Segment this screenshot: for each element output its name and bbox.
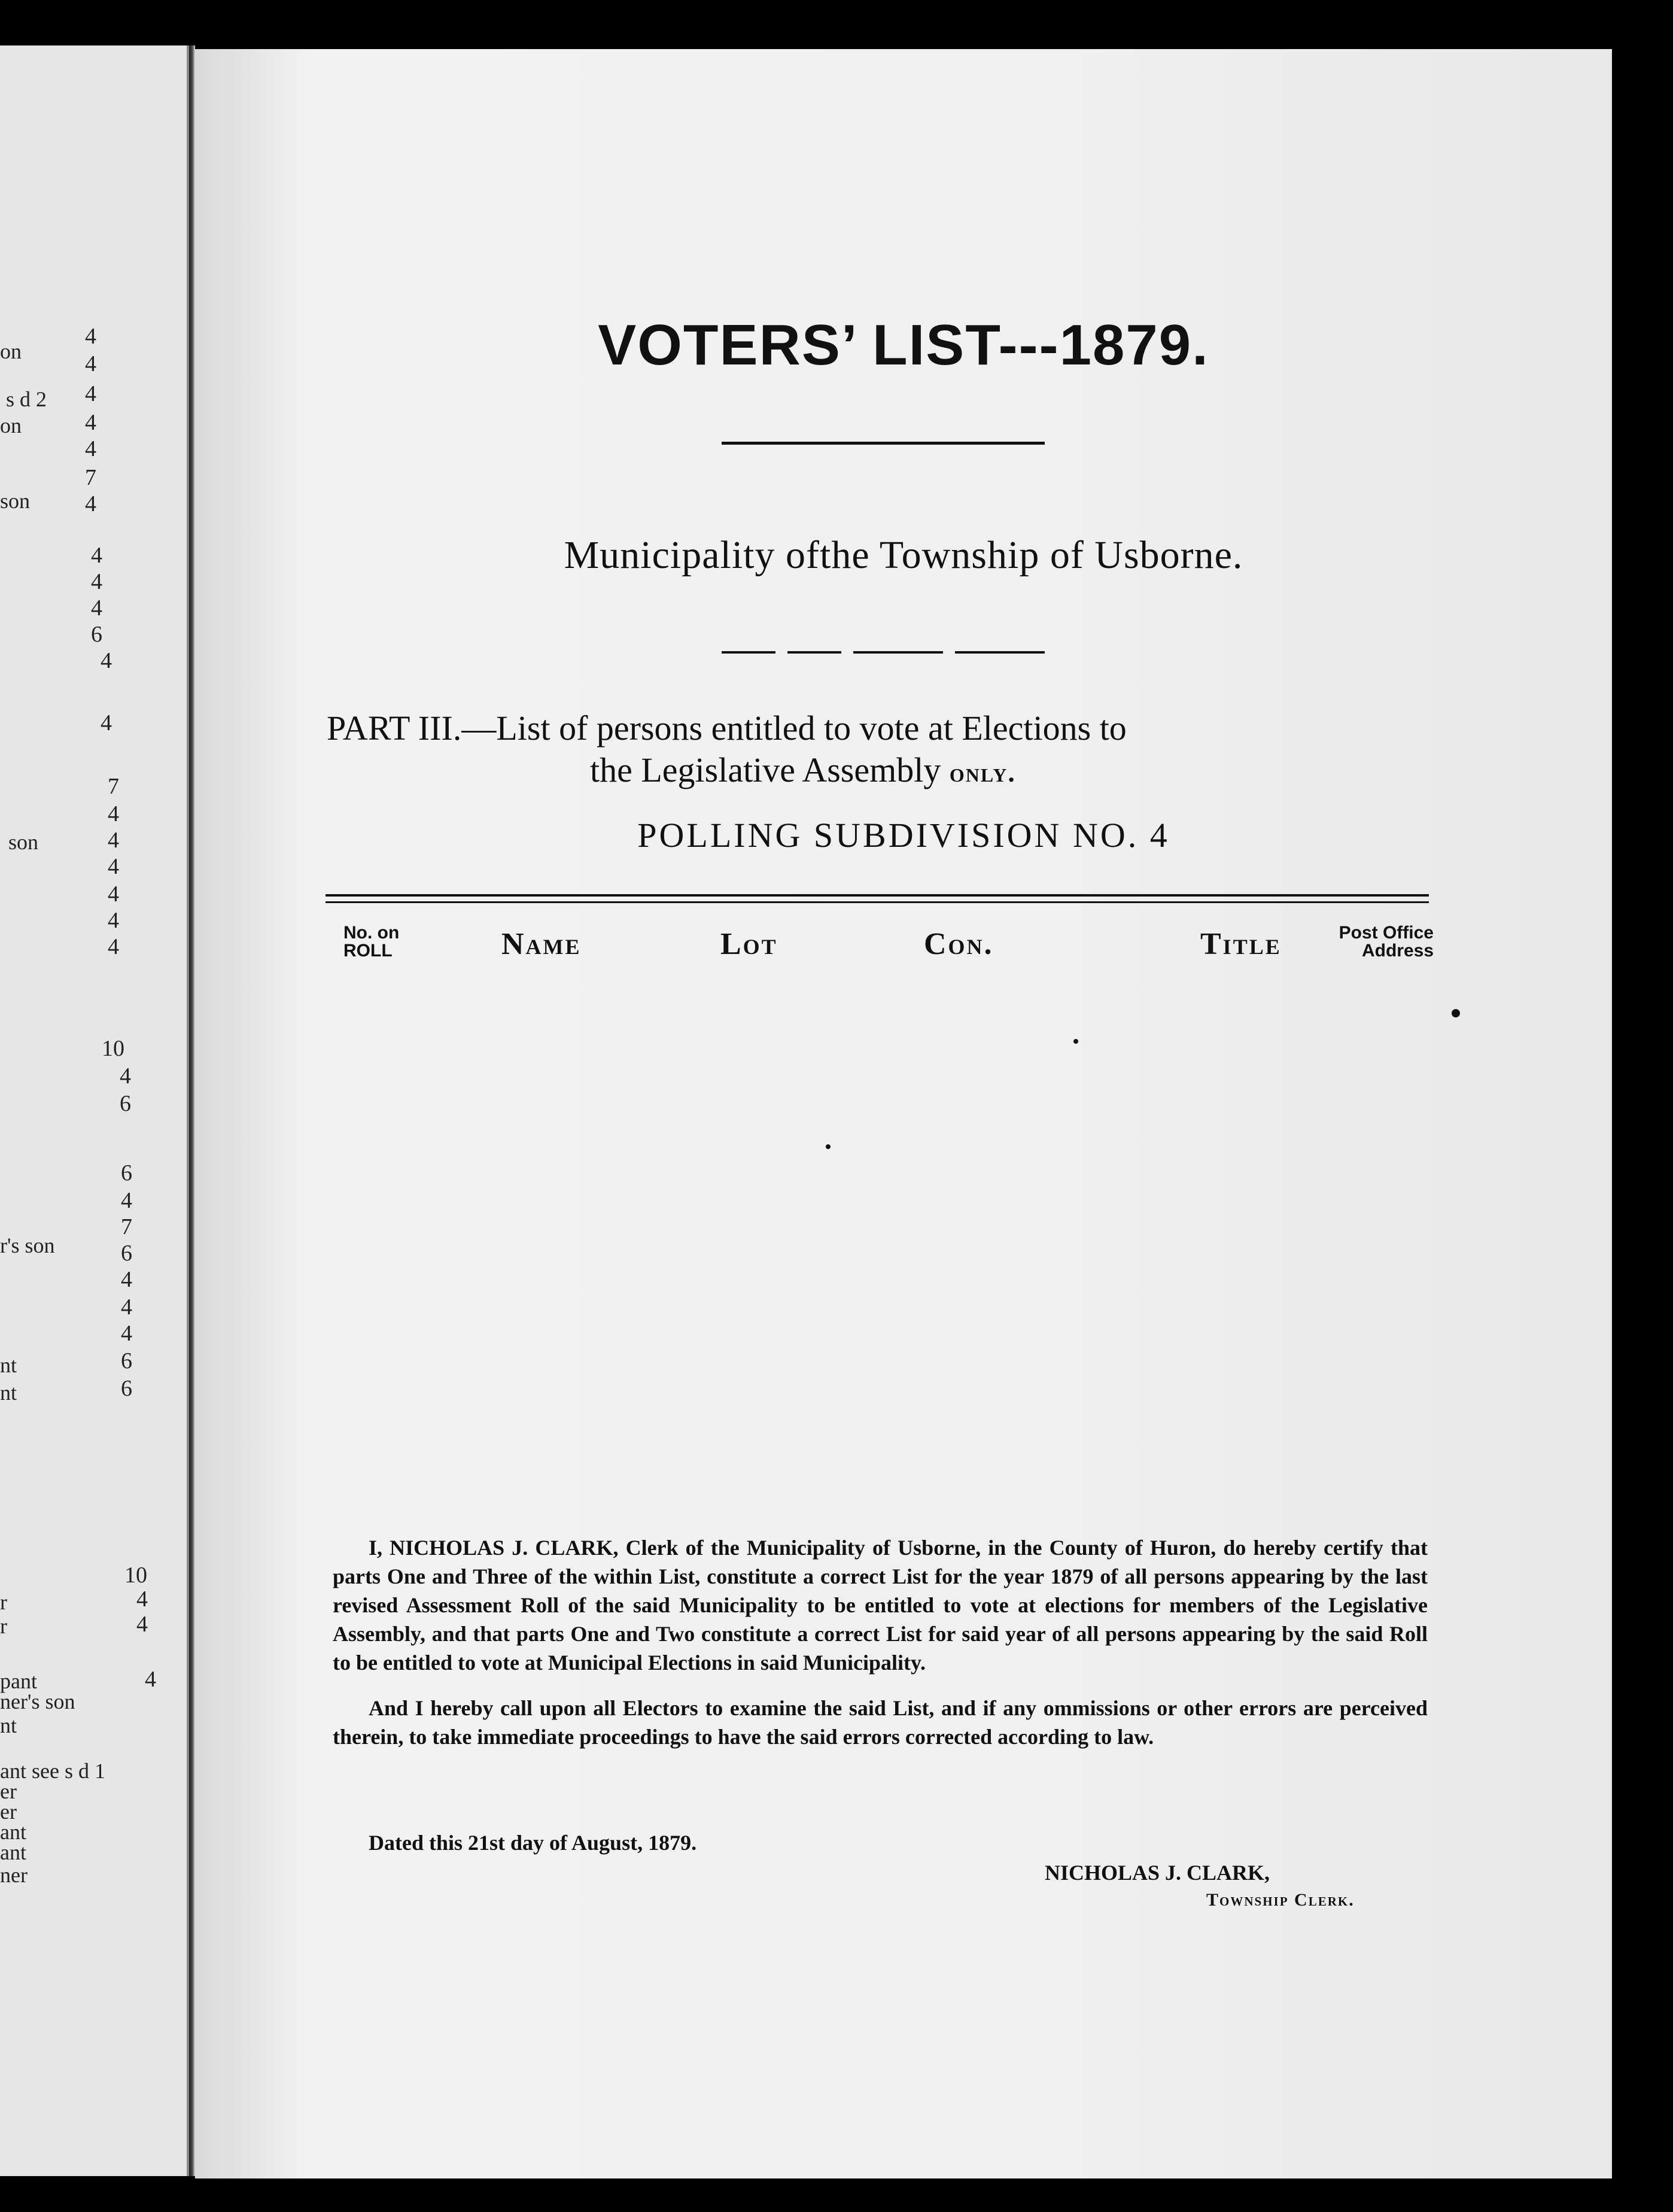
voters-list-sheet [195,49,1612,2178]
dashed-rule [955,651,1045,654]
left-number: 4 [121,1267,132,1292]
left-number: 4 [85,410,96,435]
left-number: 4 [91,543,102,568]
left-number: 10 [124,1563,147,1588]
left-number: 4 [85,491,96,516]
left-fragment: r's son [0,1233,55,1257]
left-fragment: nt [0,1713,17,1737]
left-fragment: ner's son [0,1690,75,1713]
left-fragment: on [0,339,22,363]
left-number: 4 [85,351,96,376]
column-headers [195,922,1612,993]
polling-subdivision: POLLING SUBDIVISION NO. 4 [637,816,1170,855]
left-page-strip [0,45,189,2176]
left-number: 6 [121,1376,132,1401]
left-fragment: son [0,489,31,513]
left-fragment: er [0,1800,17,1824]
clerk-title: Township Clerk. [1206,1890,1355,1910]
dashed-rule [722,651,775,654]
page-fold [189,45,195,2176]
left-fragment: nt [0,1381,17,1405]
left-fragment: ant see s d 1 [0,1759,105,1783]
left-number: 6 [121,1348,132,1374]
dashed-rule [853,651,943,654]
left-fragment: pant [0,1669,37,1693]
certificate-paragraph-1: I, NICHOLAS J. CLARK, Clerk of the Municipality of Usborne, in the County of Huron, do hereby certify that parts One and Three of the within List, constitute a correct List for the year 1879 of all persons appearing by the last revised Assessment Roll of the said Municipality to be entitled to vote at elections for members of the Legislative Assembly, and that parts One and Two constitute a correct List for said year of all persons appearing by the said Roll to be entitled to vote at Municipal Elections in said Municipality. [333,1536,1428,1675]
col-con: Con. [924,927,994,961]
left-fragment: er [0,1779,17,1803]
municipality-heading: Municipality ofthe Township of Usborne. [564,533,1243,577]
table-top-rule [326,894,1429,897]
clerk-certificate [333,1533,1428,1768]
left-number: 4 [85,381,96,406]
left-fragment: ant [0,1840,26,1864]
col-no-on-roll: No. on ROLL [343,923,400,961]
ink-speck [826,1144,831,1149]
ink-speck [1073,1039,1078,1044]
left-number: 4 [108,934,119,959]
left-number: 4 [108,854,119,879]
ink-speck [1452,1009,1460,1017]
left-number: 7 [108,774,119,799]
title-rule [722,442,1045,445]
left-number: 6 [91,622,102,647]
part-line-1: PART III.—List of persons entitled to vote at Elections to [327,709,1127,748]
left-number: 10 [102,1036,124,1061]
left-number: 4 [101,710,112,736]
col-title: Title [1200,927,1282,961]
left-fragment: s d 2 [6,387,47,411]
clerk-signature: NICHOLAS J. CLARK, [1045,1861,1270,1885]
left-number: 4 [108,908,119,933]
left-fragment: r [0,1614,7,1638]
left-number: 4 [91,595,102,621]
dashed-rule [787,651,841,654]
dated-line: Dated this 21st day of August, 1879. [369,1831,697,1855]
left-number: 4 [145,1667,156,1692]
left-fragment: ner [0,1863,28,1887]
left-number: 4 [136,1587,148,1612]
left-number: 6 [121,1241,132,1266]
part-heading [327,707,1583,794]
certificate-paragraph-2: And I hereby call upon all Electors to examine the said List, and if any ommissions or other errors are perceived therein, to take immediate proceedings to have the said errors corrected according to law. [333,1696,1428,1749]
left-number: 7 [121,1214,132,1239]
left-number: 6 [121,1160,132,1186]
left-number: 4 [121,1188,132,1213]
left-number: 4 [108,828,119,853]
col-name: Name [501,927,582,961]
part-line-2: the Legislative Assembly only. [590,750,1016,789]
left-number: 7 [85,465,96,490]
left-number: 4 [85,324,96,349]
left-number: 4 [91,569,102,594]
left-fragment: r [0,1590,7,1614]
left-number: 4 [101,648,112,673]
left-number: 4 [136,1612,148,1637]
left-number: 4 [120,1064,131,1089]
left-number: 6 [120,1091,131,1116]
left-fragment: son [8,830,39,854]
left-number: 4 [108,882,119,907]
document-title: VOTERS’ LIST---1879. [598,313,1209,377]
left-number: 4 [85,436,96,461]
table-top-rule [326,901,1429,903]
col-lot: Lot [720,927,778,961]
left-number: 4 [108,801,119,827]
col-post-office: Post Office Address [1339,923,1434,961]
left-fragment: nt [0,1353,17,1377]
left-number: 4 [121,1295,132,1320]
left-number: 4 [121,1321,132,1346]
left-fragment: on [0,414,22,437]
left-fragment: ant [0,1820,26,1844]
